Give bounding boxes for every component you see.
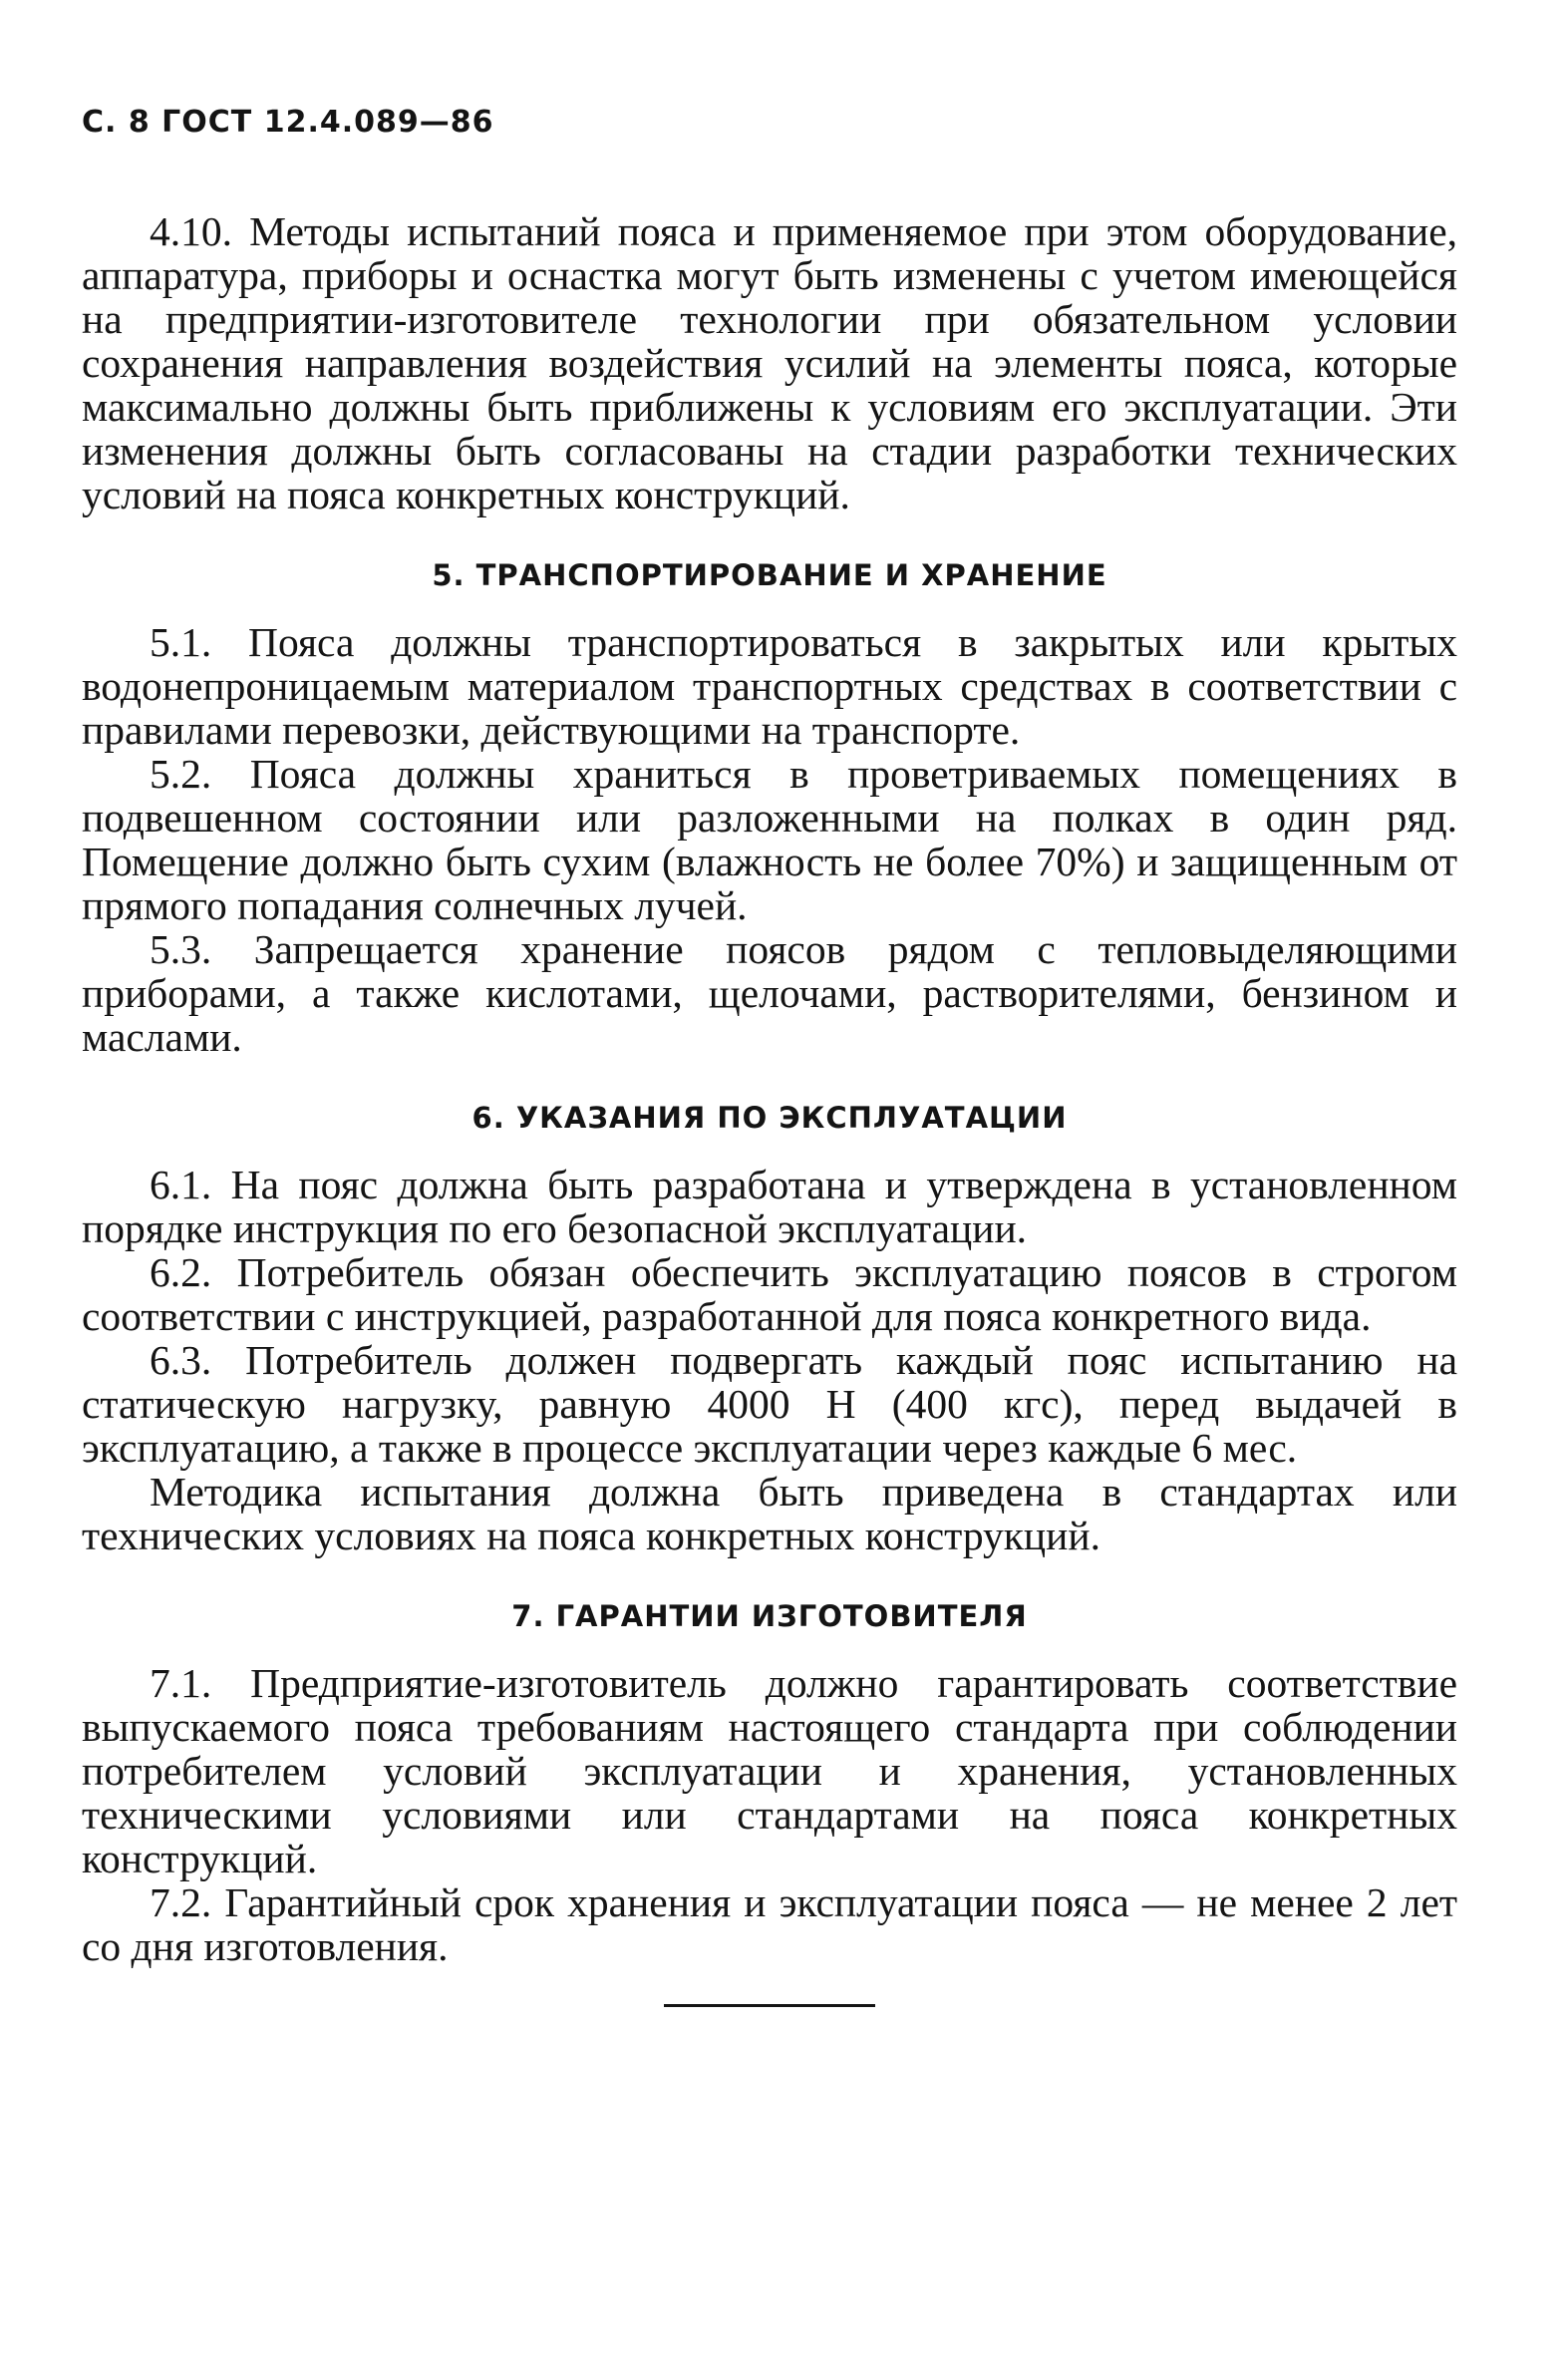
paragraph-7-1: 7.1. Предприятие-изготовитель должно гарантировать соответствие выпускаемого пояса требованиям настоящего стандарта при соблюдении потребителем условий эксплуатации и хранения, установленных техническими условиями или стандартами на пояса конкретных конструкций. bbox=[82, 1660, 1457, 1881]
section-6-body bbox=[82, 1163, 1457, 1557]
section-5-body bbox=[82, 620, 1457, 1059]
paragraph-6-2: 6.2. Потребитель обязан обеспечить эксплуатацию поясов в строгом соответствии с инструкцией, разработанной для пояса конкретного вида. bbox=[82, 1249, 1457, 1339]
paragraph-7-2: 7.2. Гарантийный срок хранения и эксплуатации пояса — не менее 2 лет со дня изготовления. bbox=[82, 1879, 1457, 1969]
section-4-body bbox=[82, 209, 1457, 516]
section-6-title: 6. УКАЗАНИЯ ПО ЭКСПЛУАТАЦИИ bbox=[471, 1101, 1068, 1135]
section-7-body bbox=[82, 1661, 1457, 1968]
section-5-title: 5. ТРАНСПОРТИРОВАНИЕ И ХРАНЕНИЕ bbox=[432, 558, 1107, 592]
paragraph-5-1: 5.1. Пояса должны транспортироваться в закрытых или крытых водонепроницаемым материалом транспортных средствах в соответствии с правилами перевозки, действующими на транспорте. bbox=[82, 619, 1457, 753]
running-head: С. 8 ГОСТ 12.4.089—86 bbox=[82, 105, 494, 140]
paragraph-6-1: 6.1. На пояс должна быть разработана и утверждена в установленном порядке инструкция по его безопасной эксплуатации. bbox=[82, 1162, 1457, 1251]
paragraph-5-3: 5.3. Запрещается хранение поясов рядом с тепловыделяющими приборами, а также кислотами, щелочами, растворителями, бензином и маслами. bbox=[82, 926, 1457, 1060]
document-page bbox=[82, 105, 1457, 2007]
section-7-title: 7. ГАРАНТИИ ИЗГОТОВИТЕЛЯ bbox=[511, 1599, 1028, 1633]
paragraph-4-10: 4.10. Методы испытаний пояса и применяемое при этом оборудование, аппаратура, приборы и оснастка могут быть изменены с учетом имеющейся на предприятии-изготовителе технологии при обязательном условии сохранения направления воздействия усилий на элементы пояса, которые максимально должны быть приближены к условиям его эксплуатации. Эти изменения должны быть согласованы на стадии разработки технических условий на пояса конкретных конструкций. bbox=[82, 208, 1457, 517]
paragraph-6-3: 6.3. Потребитель должен подвергать каждый пояс испытанию на статическую нагрузку, равную 4000 Н (400 кгс), перед выдачей в эксплуатацию, а также в процессе эксплуатации через каждые 6 мес. bbox=[82, 1337, 1457, 1471]
paragraph-5-2: 5.2. Пояса должны храниться в проветриваемых помещениях в подвешенном состоянии или разложенными на полках в один ряд. Помещение должно быть сухим (влажность не более 70%) и защищенным от прямого попадания солнечных лучей. bbox=[82, 751, 1457, 928]
end-rule bbox=[664, 2004, 875, 2007]
paragraph-6-3-method: Методика испытания должна быть приведена в стандартах или технических условиях на пояса конкретных конструкций. bbox=[82, 1469, 1457, 1558]
